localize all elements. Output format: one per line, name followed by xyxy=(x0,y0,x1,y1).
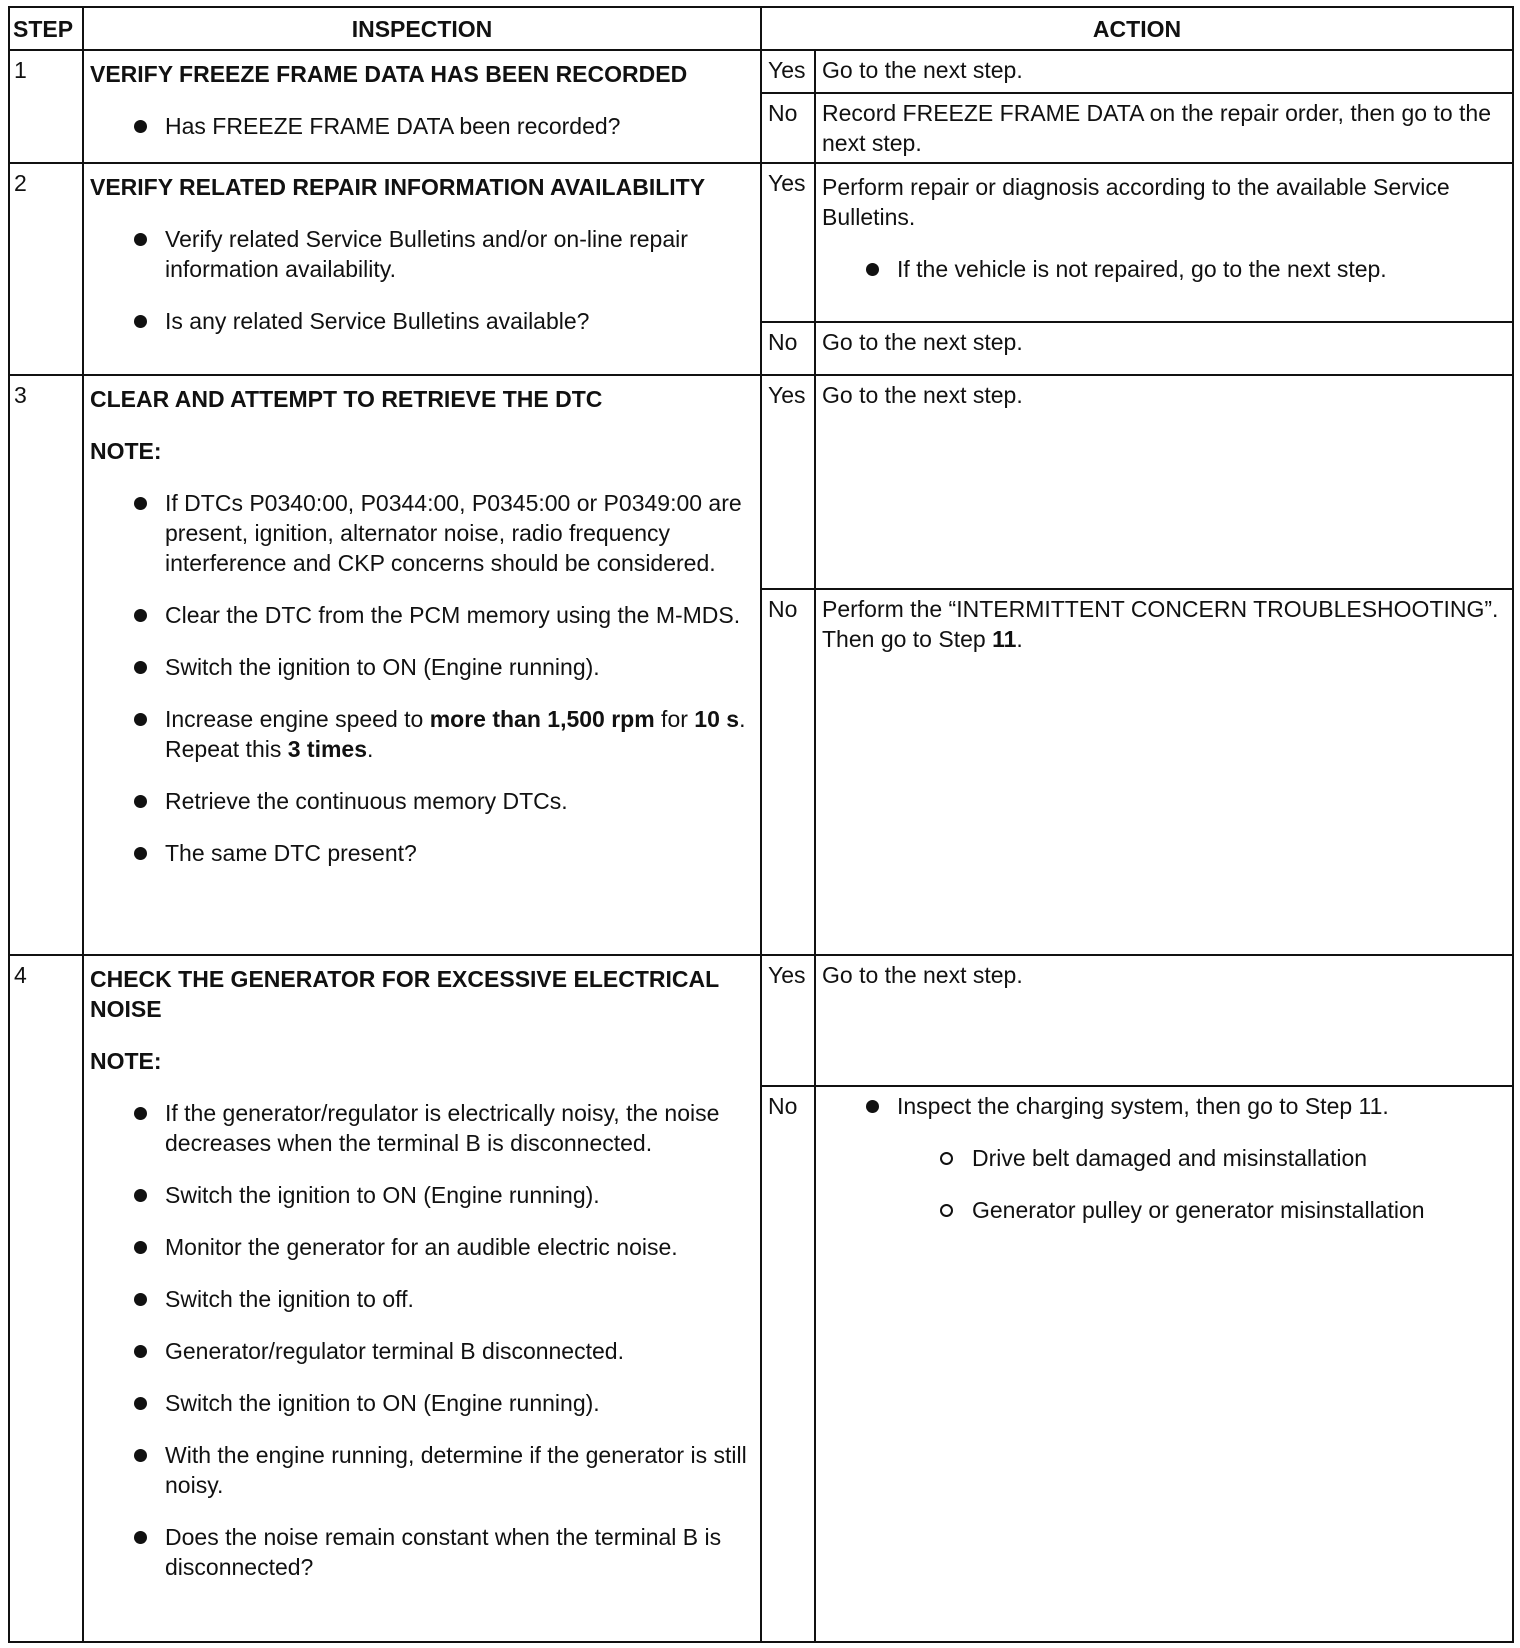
speed-value: more than 1,500 rpm xyxy=(429,706,655,732)
no-action-text: Perform the “INTERMITTENT CONCERN TROUBLESHOOTING”. Then go to Step xyxy=(822,596,1499,652)
action-subbullet: Drive belt damaged and misinstallation xyxy=(822,1143,1506,1173)
engine-speed-bullet xyxy=(90,704,754,764)
no-action-step: 11 xyxy=(992,626,1017,652)
no-label: No xyxy=(761,322,815,375)
yes-action: Go to the next step. xyxy=(815,375,1513,589)
no-action: Record FREEZE FRAME DATA on the repair order, then go to the next step. xyxy=(815,93,1513,163)
step-number: 3 xyxy=(9,375,83,955)
duration-value: 10 s xyxy=(694,706,740,732)
speed-text-2: for xyxy=(654,706,695,732)
inspection-bullet: Monitor the generator for an audible electric noise. xyxy=(90,1232,754,1262)
step-number: 4 xyxy=(9,955,83,1642)
diagnostic-procedure-page xyxy=(8,6,1512,1642)
inspection-bullet: Is any related Service Bulletins available? xyxy=(90,306,754,336)
inspection-column-header: INSPECTION xyxy=(83,7,761,50)
step-3-row-yes xyxy=(9,375,1513,589)
repeat-count: 3 times xyxy=(287,736,368,762)
no-action: Go to the next step. xyxy=(815,322,1513,375)
action-subbullet: Generator pulley or generator misinstallation xyxy=(822,1195,1506,1225)
no-action-cell xyxy=(815,1086,1513,1642)
no-label: No xyxy=(761,1086,815,1642)
yes-action-cell xyxy=(815,163,1513,322)
header-row xyxy=(9,7,1513,50)
inspection-bullet: If DTCs P0340:00, P0344:00, P0345:00 or P0349:00 are present, ignition, alternator noise, radio frequency interference and CKP concerns should be considered. xyxy=(90,488,754,578)
step-number: 1 xyxy=(9,50,83,163)
step-2-inspection xyxy=(83,163,761,375)
note-label: NOTE: xyxy=(90,438,162,464)
step-title: CHECK THE GENERATOR FOR EXCESSIVE ELECTRICAL NOISE xyxy=(90,966,719,1022)
note-label: NOTE: xyxy=(90,1048,162,1074)
diagnostic-table xyxy=(8,6,1514,1643)
inspection-bullet: Clear the DTC from the PCM memory using the M-MDS. xyxy=(90,600,754,630)
step-1-inspection xyxy=(83,50,761,163)
no-action-end: . xyxy=(1016,626,1023,652)
step-number: 2 xyxy=(9,163,83,375)
yes-action: Go to the next step. xyxy=(815,50,1513,93)
no-label: No xyxy=(761,589,815,955)
step-4-inspection xyxy=(83,955,761,1642)
inspection-bullet: Has FREEZE FRAME DATA been recorded? xyxy=(90,111,754,141)
yes-label: Yes xyxy=(761,375,815,589)
speed-text-3: . Repeat this xyxy=(165,706,746,762)
yes-label: Yes xyxy=(761,50,815,93)
action-column-header: ACTION xyxy=(761,7,1513,50)
speed-text-1: Increase engine speed to xyxy=(165,706,430,732)
yes-label: Yes xyxy=(761,955,815,1086)
yes-action: Go to the next step. xyxy=(815,955,1513,1086)
inspection-bullet: Switch the ignition to ON (Engine running). xyxy=(90,652,754,682)
inspection-bullet: If the generator/regulator is electrically noisy, the noise decreases when the terminal B is disconnected. xyxy=(90,1098,754,1158)
inspection-bullet: Generator/regulator terminal B disconnected. xyxy=(90,1336,754,1366)
inspection-bullet: Verify related Service Bulletins and/or on-line repair information availability. xyxy=(90,224,754,284)
step-2-row-yes xyxy=(9,163,1513,322)
yes-action: Perform repair or diagnosis according to the available Service Bulletins. xyxy=(822,174,1450,230)
action-bullet: Inspect the charging system, then go to Step 11. xyxy=(822,1091,1506,1121)
no-action xyxy=(815,589,1513,955)
step-title: CLEAR AND ATTEMPT TO RETRIEVE THE DTC xyxy=(90,386,603,412)
step-3-inspection xyxy=(83,375,761,955)
inspection-bullet: Does the noise remain constant when the terminal B is disconnected? xyxy=(90,1522,754,1582)
no-label: No xyxy=(761,93,815,163)
step-column-header: STEP xyxy=(9,7,83,50)
inspection-bullet: The same DTC present? xyxy=(90,838,754,868)
inspection-bullet: Retrieve the continuous memory DTCs. xyxy=(90,786,754,816)
action-bullet: If the vehicle is not repaired, go to the next step. xyxy=(822,254,1506,284)
yes-label: Yes xyxy=(761,163,815,322)
speed-text-4: . xyxy=(367,736,374,762)
inspection-bullet: Switch the ignition to ON (Engine running). xyxy=(90,1180,754,1210)
inspection-bullet: With the engine running, determine if the generator is still noisy. xyxy=(90,1440,754,1500)
step-1-row-yes xyxy=(9,50,1513,93)
inspection-bullet: Switch the ignition to off. xyxy=(90,1284,754,1314)
step-title: VERIFY RELATED REPAIR INFORMATION AVAILABILITY xyxy=(90,174,706,200)
inspection-bullet: Switch the ignition to ON (Engine running). xyxy=(90,1388,754,1418)
step-4-row-yes xyxy=(9,955,1513,1086)
step-title: VERIFY FREEZE FRAME DATA HAS BEEN RECORDED xyxy=(90,61,688,87)
